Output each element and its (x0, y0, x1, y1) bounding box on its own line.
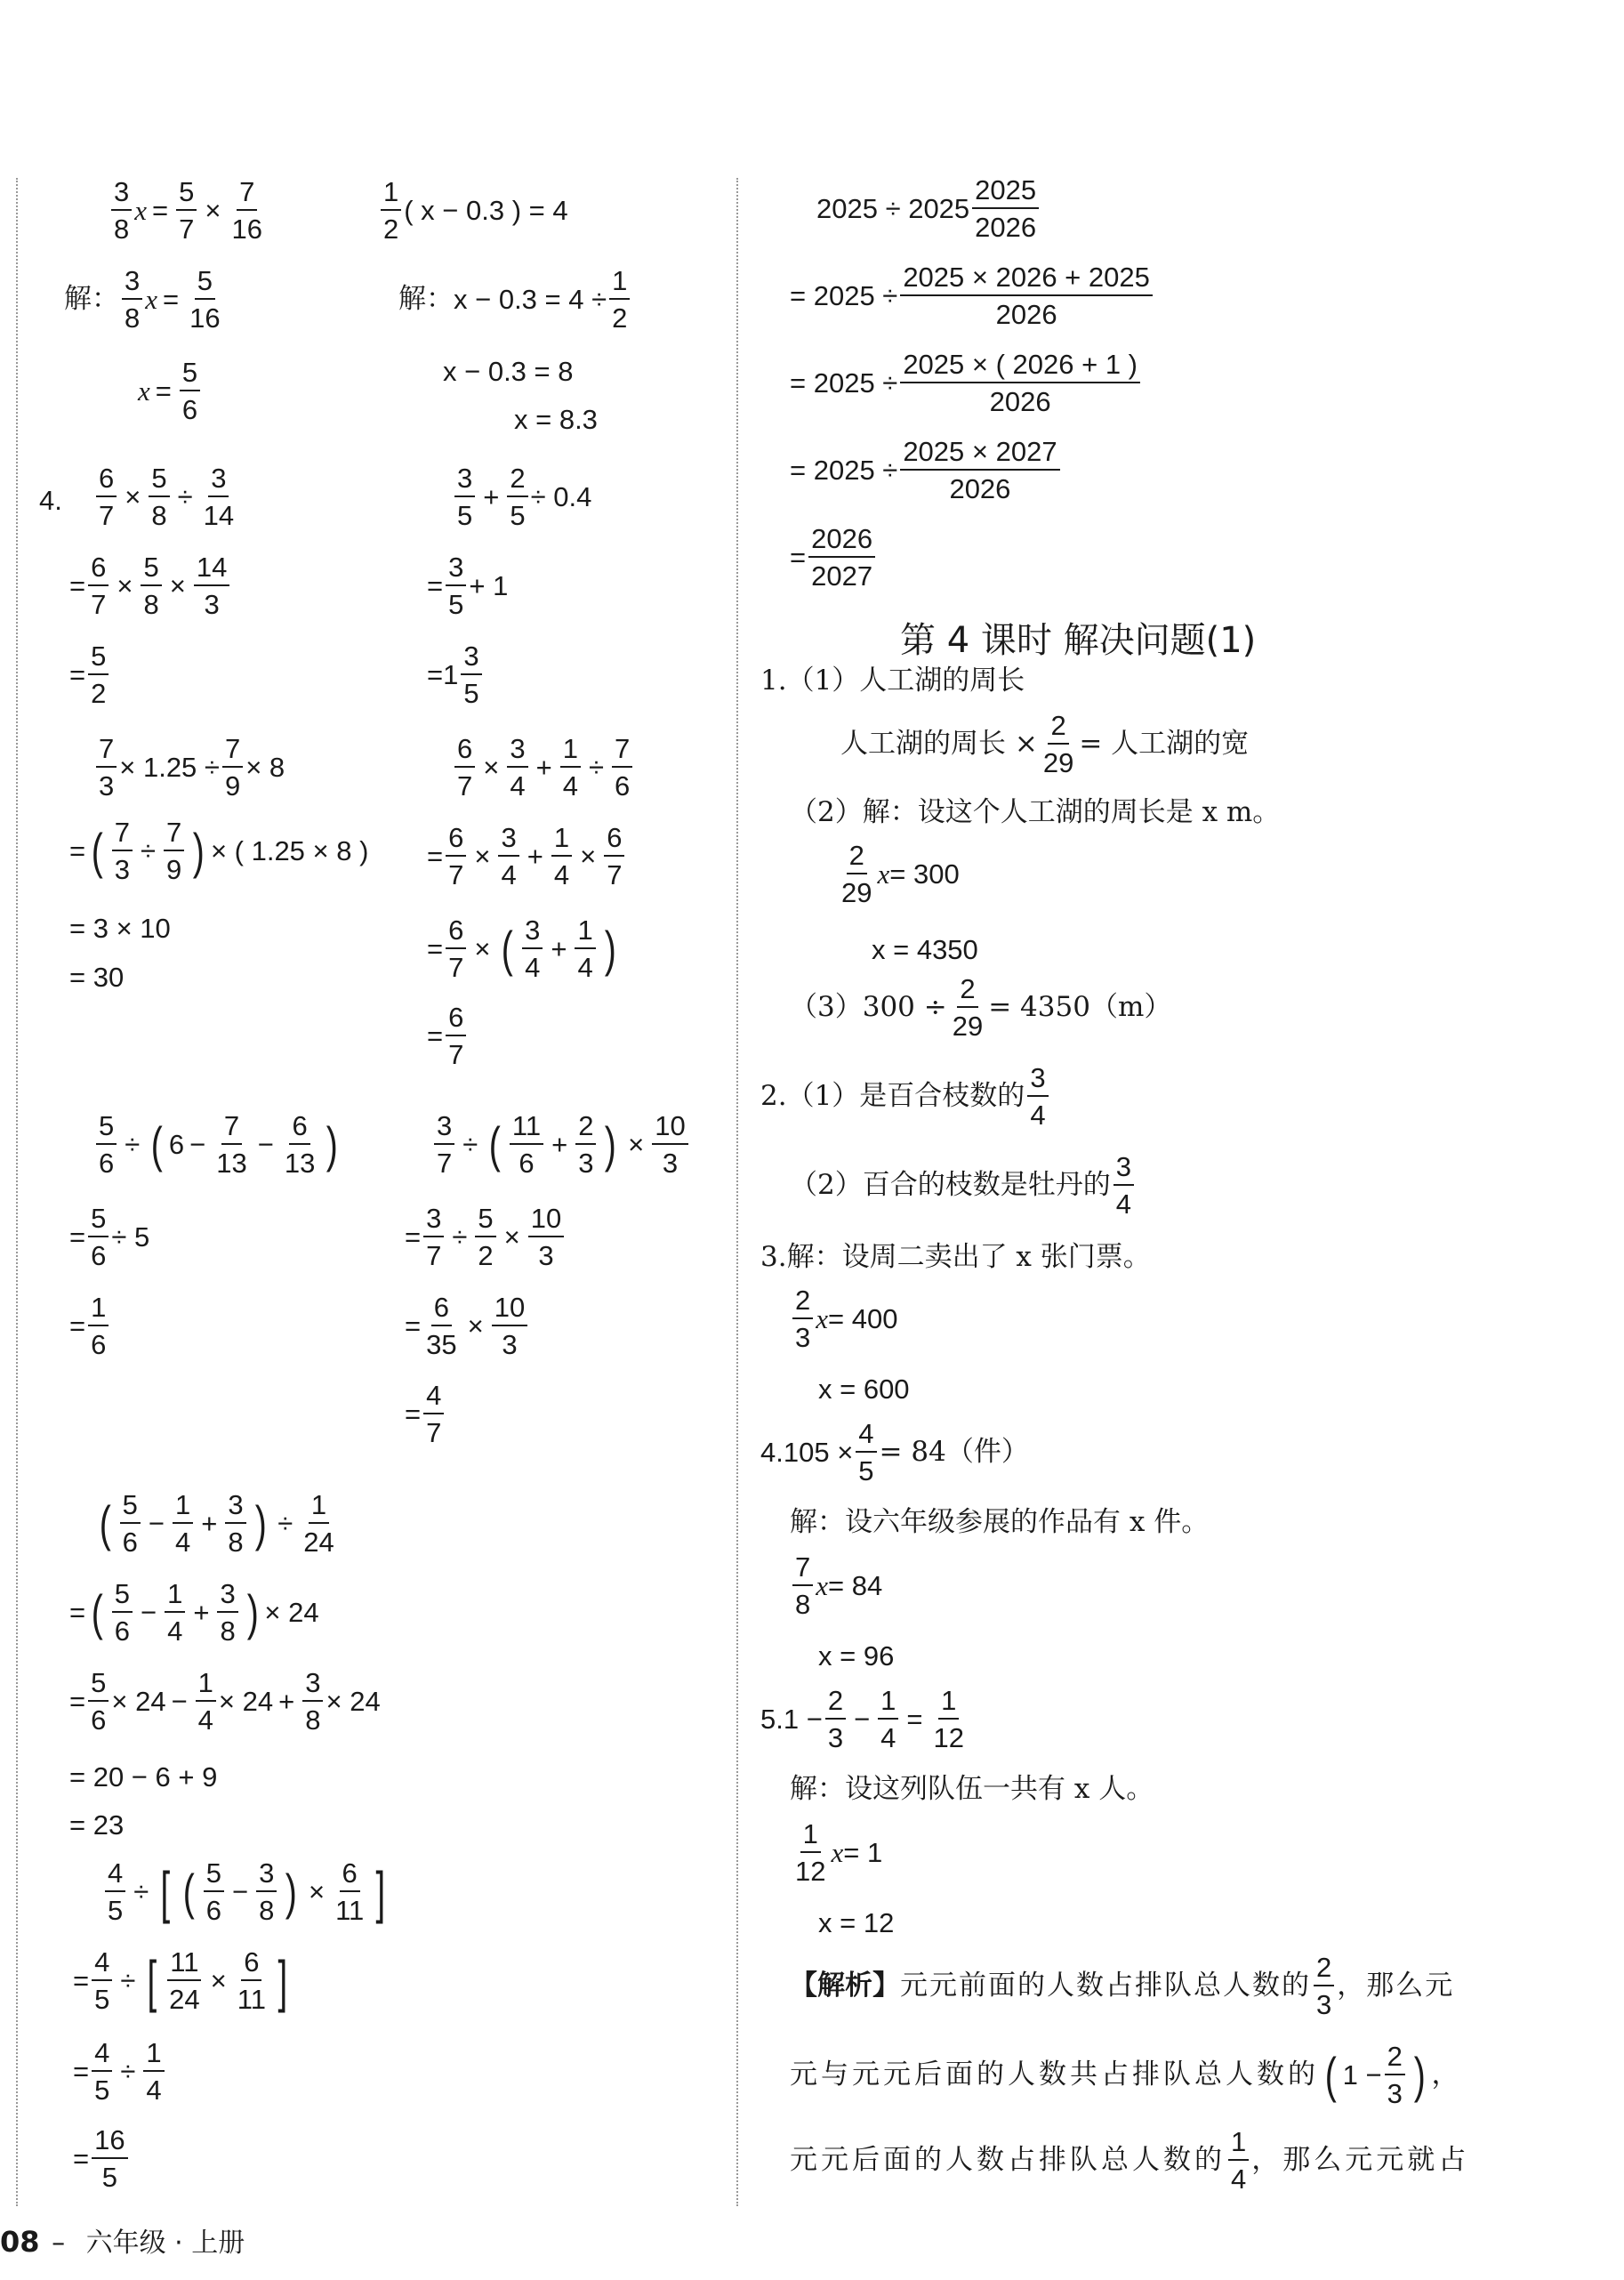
eq-m2: = $\frac{4}{5}$ ÷ [ $\frac{11}{24}$ × $\frac{6}{11}$ ] (73, 1946, 288, 2015)
section-title: 第 4 课时 解决问题(1) (900, 620, 1257, 661)
ans-3-result: x = 600 (818, 1374, 910, 1405)
eq-q2: 解： x − 0.3 = 4 ÷ $\frac{1}{2}$ (398, 267, 632, 332)
ans-1-3: （3）300 ÷ $\frac{2}{29}$ = 4350（m） (790, 973, 1172, 1042)
eq-k4: = $\frac{4}{7}$ (405, 1382, 446, 1446)
problem-number-4: 4. (39, 485, 62, 516)
page-footer (0, 2220, 245, 2260)
ans-1-2-result: x = 4350 (872, 934, 978, 965)
eq-k1: $\frac{3}{7}$ ÷ ( $\frac{11}{6}$ + $\frac{2}{3}$ ) × $\frac{10}{3}$ (431, 1112, 691, 1177)
eq-p2: 解： $\frac{3}{8}$ x = $\frac{5}{16}$ (64, 265, 221, 334)
ans-5-solve: 解：设这列队伍一共有 x 人。 (790, 1773, 1154, 1805)
eq-m3: = $\frac{4}{5}$ ÷ $\frac{1}{4}$ (73, 2039, 167, 2104)
eq-h3: = 3 × 10 (69, 913, 171, 944)
book-label: 六年级 · 上册 (85, 2228, 245, 2259)
eq-r2: = 2025 ÷ $\frac{2025 \times 2026 + 2025}{2026}$ (790, 263, 1155, 328)
eq-r4: = 2025 ÷ $\frac{2025 \times 2027}{2026}$ (790, 438, 1063, 503)
eq-p1: $\frac{3}{8}$ x = $\frac{5}{7}$ × $\frac{7}{16}$ (109, 178, 268, 243)
eq-i4: = $\frac{6}{7}$ (427, 1003, 469, 1068)
eq-r3: = 2025 ÷ $\frac{2025 \times ( 2026 + 1 )}{2026}$ (790, 350, 1143, 415)
eq-k2: = $\frac{3}{7}$ ÷ $\frac{5}{2}$ × $\frac{10}{3}$ (405, 1204, 567, 1269)
eq-l2: = ( $\frac{5}{6}$ − $\frac{1}{4}$ + $\frac{3}{8}$ ) × 24 (69, 1578, 319, 1647)
eq-j1: $\frac{5}{6}$ ÷ ( 6 − $\frac{7}{13}$ − $\frac{6}{13}$ ) (93, 1112, 344, 1177)
ans-5-eq: $\frac{1}{12}$ x = 1 (795, 1818, 883, 1887)
ans-3: 3.解：设周二卖出了 x 张门票。 (760, 1241, 1151, 1273)
analysis-line-1: 【解析】 元元前面的人数占排队总人数的 $\frac{2}{3}$ ，那么元 (790, 1952, 1455, 2020)
ans-1-2-eq: $\frac{2}{29}$ x = 300 (841, 840, 960, 908)
eq-m1: $\frac{4}{5}$ ÷ [ ( $\frac{5}{6}$ − $\frac{3}{8}$ ) × $\frac{6}{11}$ ] (102, 1859, 392, 1924)
eq-g2: = $\frac{3}{5}$ + 1 (427, 552, 509, 620)
eq-e2: = $\frac{6}{7}$ × $\frac{5}{8}$ × $\frac{14}{3}$ (69, 553, 232, 618)
eq-j2: = $\frac{5}{6}$ ÷ 5 (69, 1203, 150, 1271)
eq-r1: 2025 ÷ 2025 $\frac{2025}{2026}$ (816, 176, 1041, 241)
page-number: 08 (0, 2225, 40, 2259)
eq-m4: = $\frac{16}{5}$ (73, 2126, 131, 2191)
eq-l5: = 23 (69, 1809, 125, 1841)
eq-q4: x = 8.3 (514, 404, 598, 435)
ans-4-result: x = 96 (818, 1640, 895, 1672)
analysis-line-3: 元元后面的人数占排队总人数的 $\frac{1}{4}$ ，那么元元就占 (790, 2126, 1470, 2195)
eq-i1: $\frac{6}{7}$ × $\frac{3}{4}$ + $\frac{1}{4}$ ÷ $\frac{7}{6}$ (452, 735, 635, 800)
analysis-line-2: 元与元元后面的人数共占排队总人数的 ( 1 − $\frac{2}{3}$ ) ， (790, 2041, 1459, 2109)
ans-5-result: x = 12 (818, 1907, 895, 1938)
eq-e3: = $\frac{5}{2}$ (69, 642, 111, 707)
ans-1-1-relation: 人工湖的周长 × $\frac{2}{29}$ = 人工湖的宽 (840, 710, 1250, 778)
eq-l1: ( $\frac{5}{6}$ − $\frac{1}{4}$ + $\frac{3}{8}$ ) ÷ $\frac{1}{24}$ (99, 1489, 334, 1558)
ans-5: 5.1 − $\frac{2}{3}$ − $\frac{1}{4}$ = $\frac{1}{12}$ (760, 1685, 965, 1753)
ans-2-1: 2.（1）是百合枝数的 $\frac{3}{4}$ (760, 1064, 1051, 1129)
eq-h2: = ( $\frac{7}{3}$ ÷ $\frac{7}{9}$ ) × ( 1.25 × 8 ) (69, 817, 369, 885)
eq-k3: = $\frac{6}{35}$ × $\frac{10}{3}$ (405, 1293, 530, 1358)
eq-l4: = 20 − 6 + 9 (69, 1761, 218, 1793)
ans-1-1: 1.（1）人工湖的周长 (760, 665, 1025, 697)
eq-i2: = $\frac{6}{7}$ × $\frac{3}{4}$ + $\frac{1}{4}$ × $\frac{6}{7}$ (427, 824, 627, 889)
eq-g3: = 1 $\frac{3}{5}$ (427, 642, 485, 707)
ans-2-2: （2）百合的枝数是牡丹的 $\frac{3}{4}$ (790, 1153, 1137, 1218)
eq-e1: $\frac{6}{7}$ × $\frac{5}{8}$ ÷ $\frac{3}{14}$ (93, 464, 239, 529)
eq-l3: = $\frac{5}{6}$ × 24 − $\frac{1}{4}$ × 24 + $\frac{3}{8}$ × 24 (69, 1667, 381, 1736)
eq-i3: = $\frac{6}{7}$ × ( $\frac{3}{4}$ + $\frac{1}{4}$ ) (427, 914, 616, 983)
ans-4: 4.105 × $\frac{4}{5}$ = 84（件） (760, 1418, 1029, 1486)
eq-r5: = $\frac{2026}{2027}$ (790, 525, 878, 590)
eq-q3: x − 0.3 = 8 (443, 356, 574, 387)
eq-g1: $\frac{3}{5}$ + $\frac{2}{5}$ ÷ 0.4 (452, 464, 591, 529)
eq-q1: $\frac{1}{2}$ ( x − 0.3 ) = 4 (378, 178, 568, 243)
eq-j3: = $\frac{1}{6}$ (69, 1293, 111, 1358)
left-margin-line (16, 178, 18, 2206)
ans-4-solve: 解：设六年级参展的作品有 x 件。 (790, 1506, 1210, 1538)
ans-4-eq: $\frac{7}{8}$ x = 84 (790, 1553, 882, 1618)
eq-h4: = 30 (69, 962, 125, 993)
ans-3-eq: $\frac{2}{3}$ x = 400 (790, 1286, 897, 1351)
footer-dash: – (52, 2228, 66, 2259)
eq-p3: x = $\frac{5}{6}$ (138, 359, 203, 423)
ans-1-2: （2）解：设这个人工湖的周长是 x m。 (790, 796, 1281, 828)
column-divider (736, 178, 738, 2206)
eq-h1: $\frac{7}{3}$ × 1.25 ÷ $\frac{7}{9}$ × 8 (93, 735, 285, 800)
